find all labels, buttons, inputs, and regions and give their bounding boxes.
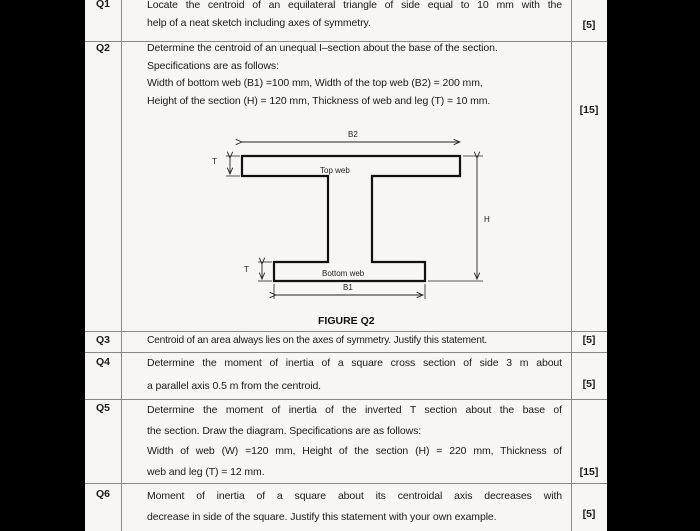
q1-line-2: help of a neat sketch including axes of symmetry. bbox=[147, 16, 371, 29]
question-number-q2: Q2 bbox=[95, 42, 110, 54]
question-number-q1: Q1 bbox=[95, 0, 110, 10]
label-b2: B2 bbox=[348, 130, 358, 139]
label-top-web: Top web bbox=[320, 166, 350, 175]
question-text-q4 bbox=[147, 355, 562, 395]
question-number-q3: Q3 bbox=[95, 334, 110, 346]
question-text-q3 bbox=[147, 332, 567, 350]
row-divider-q5 bbox=[85, 483, 607, 484]
marks-q2: [15] bbox=[579, 104, 599, 116]
question-number-q6: Q6 bbox=[95, 488, 110, 500]
q6-line-2: decrease in side of the square. Justify this statement with your own example. bbox=[147, 511, 497, 523]
q4-line-2: a parallel axis 0.5 m from the centroid. bbox=[147, 379, 321, 392]
marks-q4: [5] bbox=[582, 378, 596, 390]
q5-line-4: web and leg (T) = 12 mm. bbox=[147, 465, 265, 478]
q1-line-1: Locate the centroid of an equilateral triangle of side equal to 10 mm with the bbox=[147, 0, 562, 11]
question-text-q6 bbox=[147, 486, 562, 528]
q5-line-2: the section. Draw the diagram. Specifications are as follows: bbox=[147, 424, 422, 437]
figure-caption: FIGURE Q2 bbox=[318, 315, 375, 327]
q2-line-1: Determine the centroid of an unequal I–section about the base of the section. bbox=[147, 42, 498, 54]
label-b1: B1 bbox=[343, 283, 353, 292]
marks-q6: [5] bbox=[582, 508, 596, 520]
figure-q2-diagram bbox=[85, 0, 571, 331]
question-number-q5: Q5 bbox=[95, 402, 110, 414]
row-divider-q3 bbox=[85, 352, 607, 353]
q5-line-3: Width of web (W) =120 mm, Height of the section (H) = 220 mm, Thickness of bbox=[147, 445, 562, 457]
q2-line-2: Specifications are as follows: bbox=[147, 59, 279, 72]
marks-q3: [5] bbox=[582, 334, 596, 346]
label-t-top: T bbox=[212, 157, 217, 166]
marks-q5: [15] bbox=[579, 466, 599, 478]
q6-line-1: Moment of inertia of a square about its centroidal axis decreases with bbox=[147, 490, 562, 502]
label-bottom-web: Bottom web bbox=[322, 269, 365, 278]
question-text-q5 bbox=[147, 400, 562, 482]
i-section-outline bbox=[242, 156, 460, 281]
q3-line-1: Centroid of an area always lies on the axes of symmetry. Justify this statement. bbox=[147, 335, 487, 346]
q2-line-3: Width of bottom web (B1) =100 mm, Width of the top web (B2) = 200 mm, bbox=[147, 77, 483, 89]
label-h: H bbox=[484, 215, 490, 224]
q2-line-4: Height of the section (H) = 120 mm, Thickness of web and leg (T) = 10 mm. bbox=[147, 94, 491, 107]
label-t-bottom: T bbox=[244, 265, 249, 274]
marks-q1: [5] bbox=[582, 19, 596, 31]
exam-paper bbox=[85, 0, 607, 531]
column-divider-right bbox=[571, 0, 572, 531]
question-number-q4: Q4 bbox=[95, 356, 110, 368]
q4-line-1: Determine the moment of inertia of a square cross section of side 3 m about bbox=[147, 357, 562, 369]
q5-line-1: Determine the moment of inertia of the inverted T section about the base of bbox=[147, 404, 562, 416]
